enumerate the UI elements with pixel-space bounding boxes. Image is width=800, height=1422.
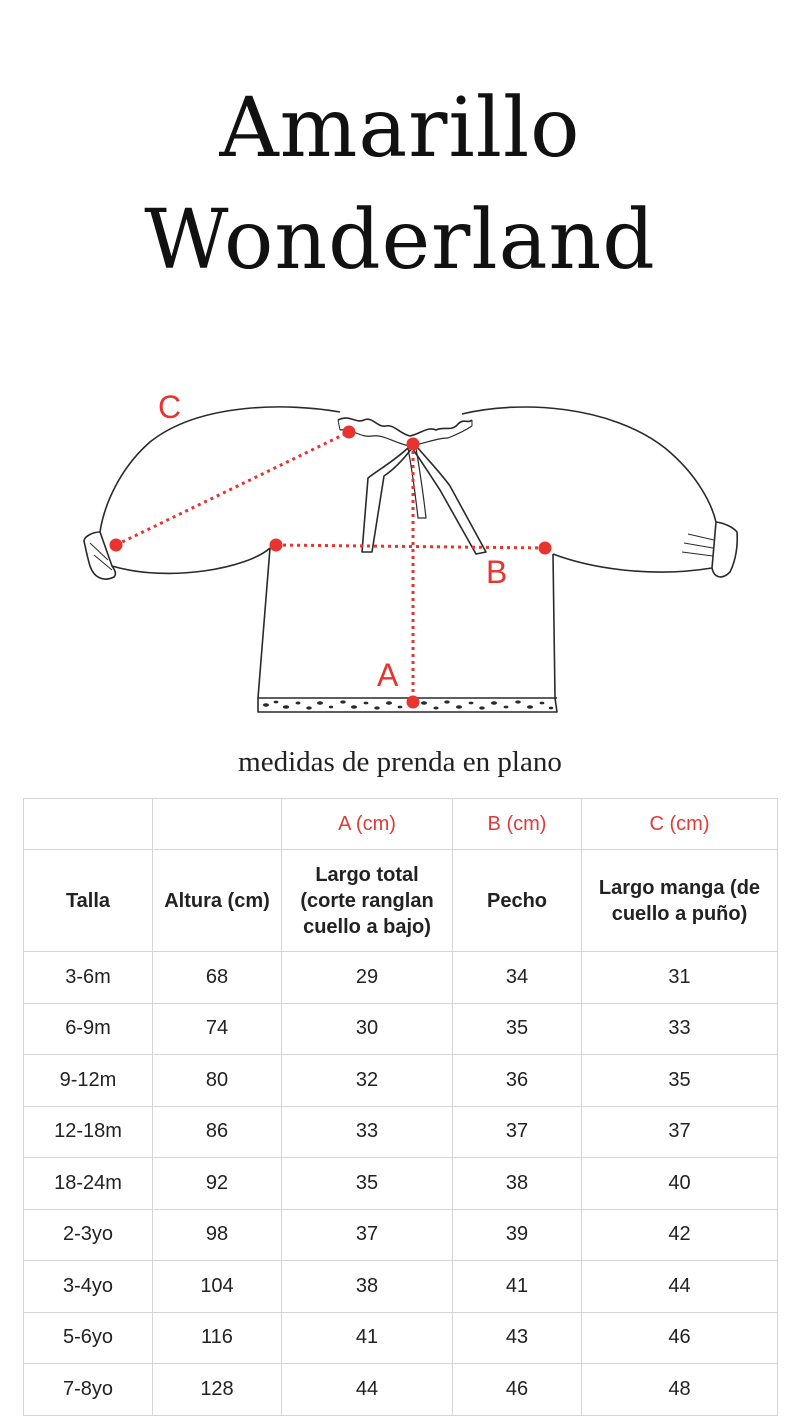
cell-altura: 128: [153, 1364, 282, 1416]
cell-pecho: 38: [453, 1158, 582, 1210]
cell-pecho: 36: [453, 1055, 582, 1107]
cell-largo-manga: 40: [582, 1158, 778, 1210]
measurement-code-row: [24, 799, 778, 850]
table-row: [24, 1055, 778, 1107]
cell-pecho: 34: [453, 952, 582, 1004]
point-neck-center: [407, 438, 420, 451]
cell-largo-manga: 44: [582, 1261, 778, 1313]
header-pecho: Pecho: [453, 850, 582, 952]
cell-largo-total: 37: [282, 1209, 453, 1261]
header-altura: Altura (cm): [153, 850, 282, 952]
cell-largo-total: 38: [282, 1261, 453, 1313]
cell-pecho: 46: [453, 1364, 582, 1416]
cell-talla: 12-18m: [24, 1106, 153, 1158]
cell-altura: 104: [153, 1261, 282, 1313]
cell-largo-total: 35: [282, 1158, 453, 1210]
cell-altura: 116: [153, 1312, 282, 1364]
cell-largo-manga: 31: [582, 952, 778, 1004]
garment-body: [258, 548, 557, 712]
measure-line-b: [276, 545, 545, 548]
cell-talla: 18-24m: [24, 1158, 153, 1210]
table-row: [24, 1106, 778, 1158]
cell-talla: 2-3yo: [24, 1209, 153, 1261]
cell-talla: 3-6m: [24, 952, 153, 1004]
table-row: [24, 1312, 778, 1364]
cell-largo-total: 41: [282, 1312, 453, 1364]
label-c: C: [158, 389, 182, 425]
label-a: A: [377, 657, 399, 693]
cell-largo-manga: 37: [582, 1106, 778, 1158]
table-row: [24, 1261, 778, 1313]
size-chart-table: [23, 798, 778, 1416]
diagram-caption: medidas de prenda en plano: [238, 746, 562, 778]
cell-talla: 9-12m: [24, 1055, 153, 1107]
cell-largo-total: 32: [282, 1055, 453, 1107]
cell-largo-total: 44: [282, 1364, 453, 1416]
point-chest-left: [270, 539, 283, 552]
cell-pecho: 43: [453, 1312, 582, 1364]
cell-talla: 7-8yo: [24, 1364, 153, 1416]
cell-pecho: 37: [453, 1106, 582, 1158]
cell-talla: 6-9m: [24, 1003, 153, 1055]
cell-largo-manga: 35: [582, 1055, 778, 1107]
page-title-line-2: Wonderland: [144, 193, 656, 288]
garment-measurement-diagram: [0, 380, 800, 725]
table-row: [24, 1364, 778, 1416]
table-row: [24, 952, 778, 1004]
cell-pecho: 39: [453, 1209, 582, 1261]
code-cell-a: A (cm): [282, 799, 453, 850]
cell-largo-manga: 42: [582, 1209, 778, 1261]
cell-largo-total: 33: [282, 1106, 453, 1158]
cell-largo-total: 29: [282, 952, 453, 1004]
measurement-lines: [116, 432, 545, 702]
cell-pecho: 35: [453, 1003, 582, 1055]
measure-line-c: [116, 432, 349, 545]
cell-talla: 3-4yo: [24, 1261, 153, 1313]
garment-outline: [84, 407, 737, 712]
header-row: [24, 850, 778, 952]
code-cell-b: B (cm): [453, 799, 582, 850]
cell-altura: 86: [153, 1106, 282, 1158]
cell-altura: 98: [153, 1209, 282, 1261]
cell-altura: 92: [153, 1158, 282, 1210]
cell-pecho: 41: [453, 1261, 582, 1313]
point-chest-right: [539, 542, 552, 555]
label-b: B: [486, 554, 508, 590]
cell-largo-total: 30: [282, 1003, 453, 1055]
point-sleeve-cuff: [110, 539, 123, 552]
table-row: [24, 1003, 778, 1055]
cell-altura: 68: [153, 952, 282, 1004]
cell-largo-manga: 33: [582, 1003, 778, 1055]
left-sleeve: [100, 407, 340, 574]
left-cuff: [84, 532, 115, 579]
code-cell: [153, 799, 282, 850]
point-sleeve-neck: [343, 426, 356, 439]
cell-largo-manga: 48: [582, 1364, 778, 1416]
cell-altura: 74: [153, 1003, 282, 1055]
code-cell-c: C (cm): [582, 799, 778, 850]
code-cell: [24, 799, 153, 850]
header-largo-manga: Largo manga (de cuello a puño): [582, 850, 778, 952]
table-row: [24, 1158, 778, 1210]
header-largo-total: Largo total (corte ranglan cuello a bajo): [282, 850, 453, 952]
cell-largo-manga: 46: [582, 1312, 778, 1364]
page-title-line-1: Amarillo: [219, 81, 581, 176]
cell-altura: 80: [153, 1055, 282, 1107]
table-row: [24, 1209, 778, 1261]
cell-talla: 5-6yo: [24, 1312, 153, 1364]
point-hem: [407, 696, 420, 709]
header-talla: Talla: [24, 850, 153, 952]
